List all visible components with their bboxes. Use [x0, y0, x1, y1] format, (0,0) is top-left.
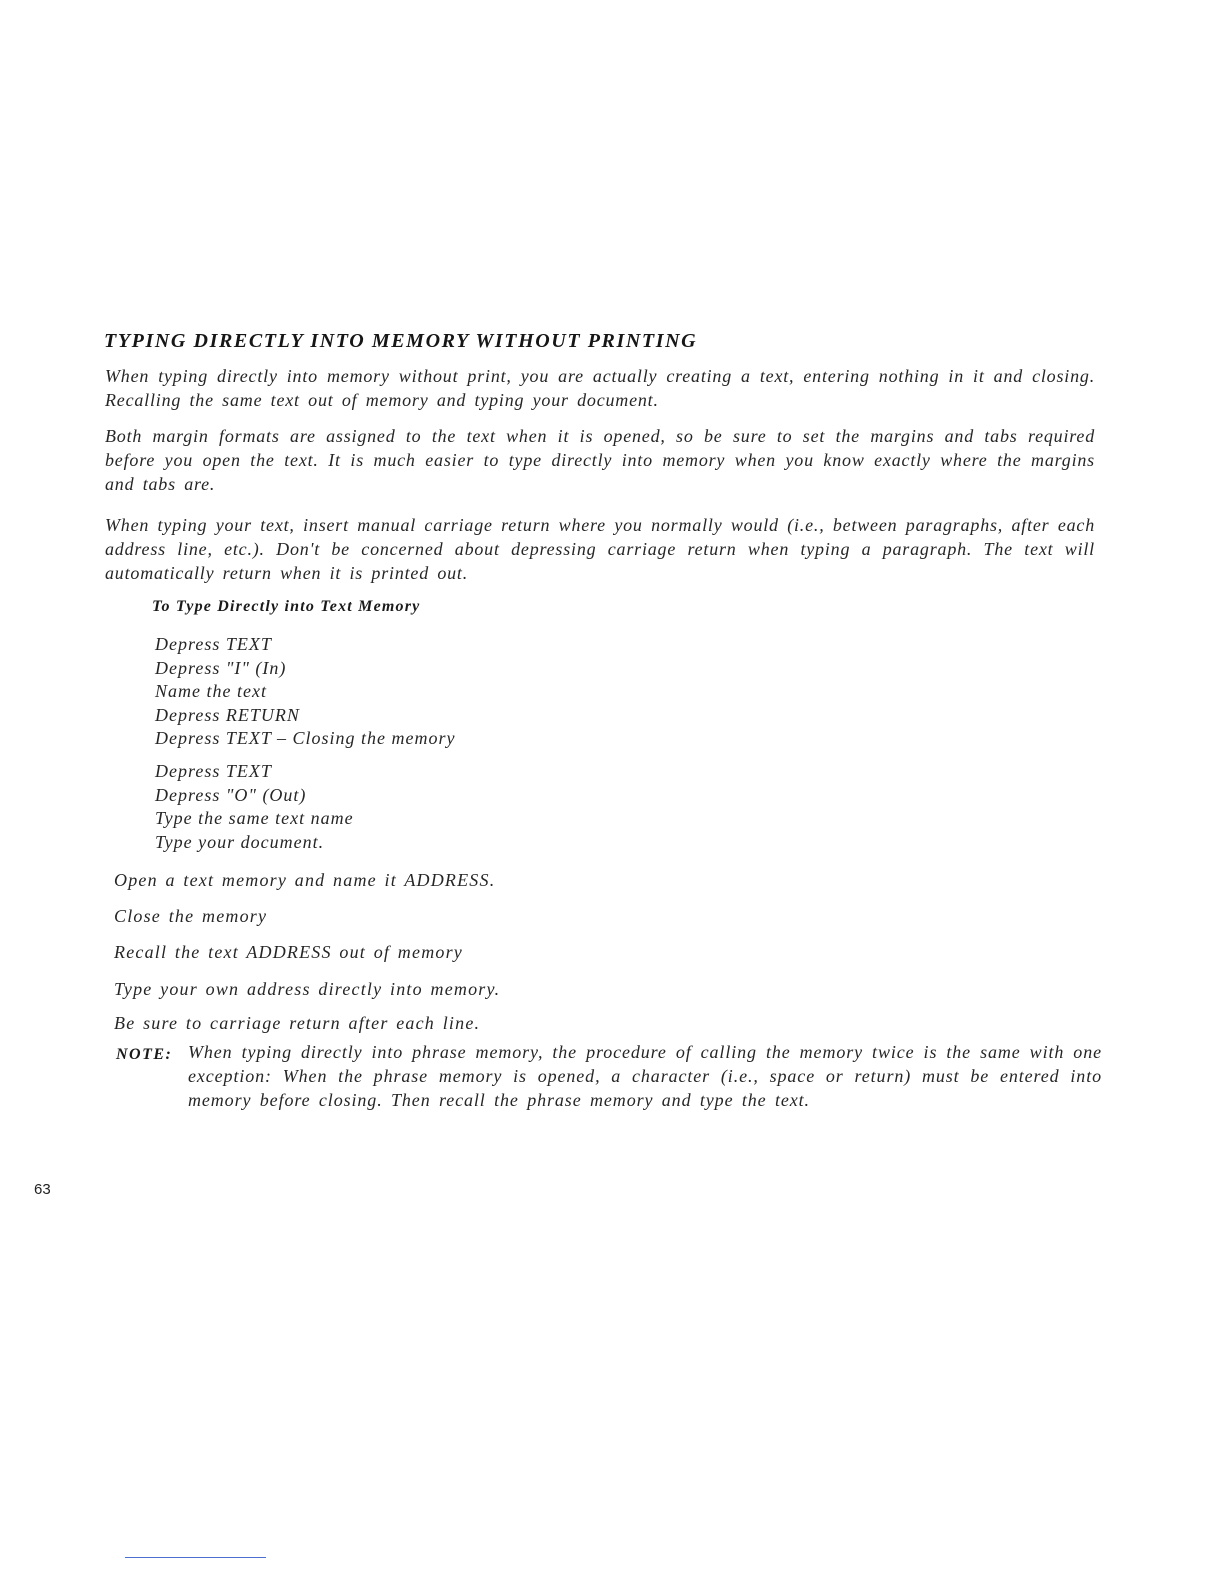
exercise-line: Close the memory [114, 906, 268, 926]
step-item: Depress RETURN [155, 704, 300, 725]
step-item: Depress TEXT [155, 761, 272, 781]
step-item: Name the text [155, 681, 267, 701]
section-heading: TYPING DIRECTLY INTO MEMORY WITHOUT PRINTING [104, 330, 698, 352]
steps-open-memory [155, 633, 456, 751]
step-item: Depress "I" (In) [155, 657, 287, 678]
page-number: 63 [34, 1181, 51, 1198]
margins-paragraph: Both margin formats are assigned to the text when it is opened, so be sure to set the margins and tabs required before you open the text. It is much easier to type directly into memory when you know exactly where the margins and tabs are. [105, 426, 1095, 494]
carriage-return-paragraph: When typing your text, insert manual carriage return where you normally would (i.e., between paragraphs, after each address line, etc.). Don't be concerned about depressing carriage return when typing a paragraph. The text will automatically return when it is printed out. [105, 515, 1095, 583]
step-item: Type your document. [155, 831, 325, 852]
exercise-line: Recall the text ADDRESS out of memory [114, 942, 463, 962]
note-label: NOTE: [116, 1046, 173, 1063]
step-item: Depress "O" (Out) [155, 784, 307, 805]
procedure-heading: To Type Directly into Text Memory [152, 598, 421, 615]
steps-recall-memory [155, 760, 354, 854]
step-item: Depress TEXT [155, 634, 272, 654]
step-item: Type the same text name [155, 808, 354, 828]
intro-paragraph: When typing directly into memory without print, you are actually creating a text, entering nothing in it and closing. Recalling the same text out of memory and typing your document. [105, 366, 1095, 410]
footer-divider [125, 1557, 266, 1558]
exercise-line: Type your own address directly into memory. [114, 979, 501, 999]
step-item: Depress TEXT – Closing the memory [155, 728, 456, 748]
exercise-line: Be sure to carriage return after each line. [114, 1013, 481, 1033]
exercise-line: Open a text memory and name it ADDRESS. [114, 870, 496, 890]
note-text: When typing directly into phrase memory, the procedure of calling the memory twice is the same with one exception: When the phrase memory is opened, a character (i.e., space or return) must be entered into memory before closing. Then recall the phrase memory and type the text. [188, 1042, 1102, 1110]
